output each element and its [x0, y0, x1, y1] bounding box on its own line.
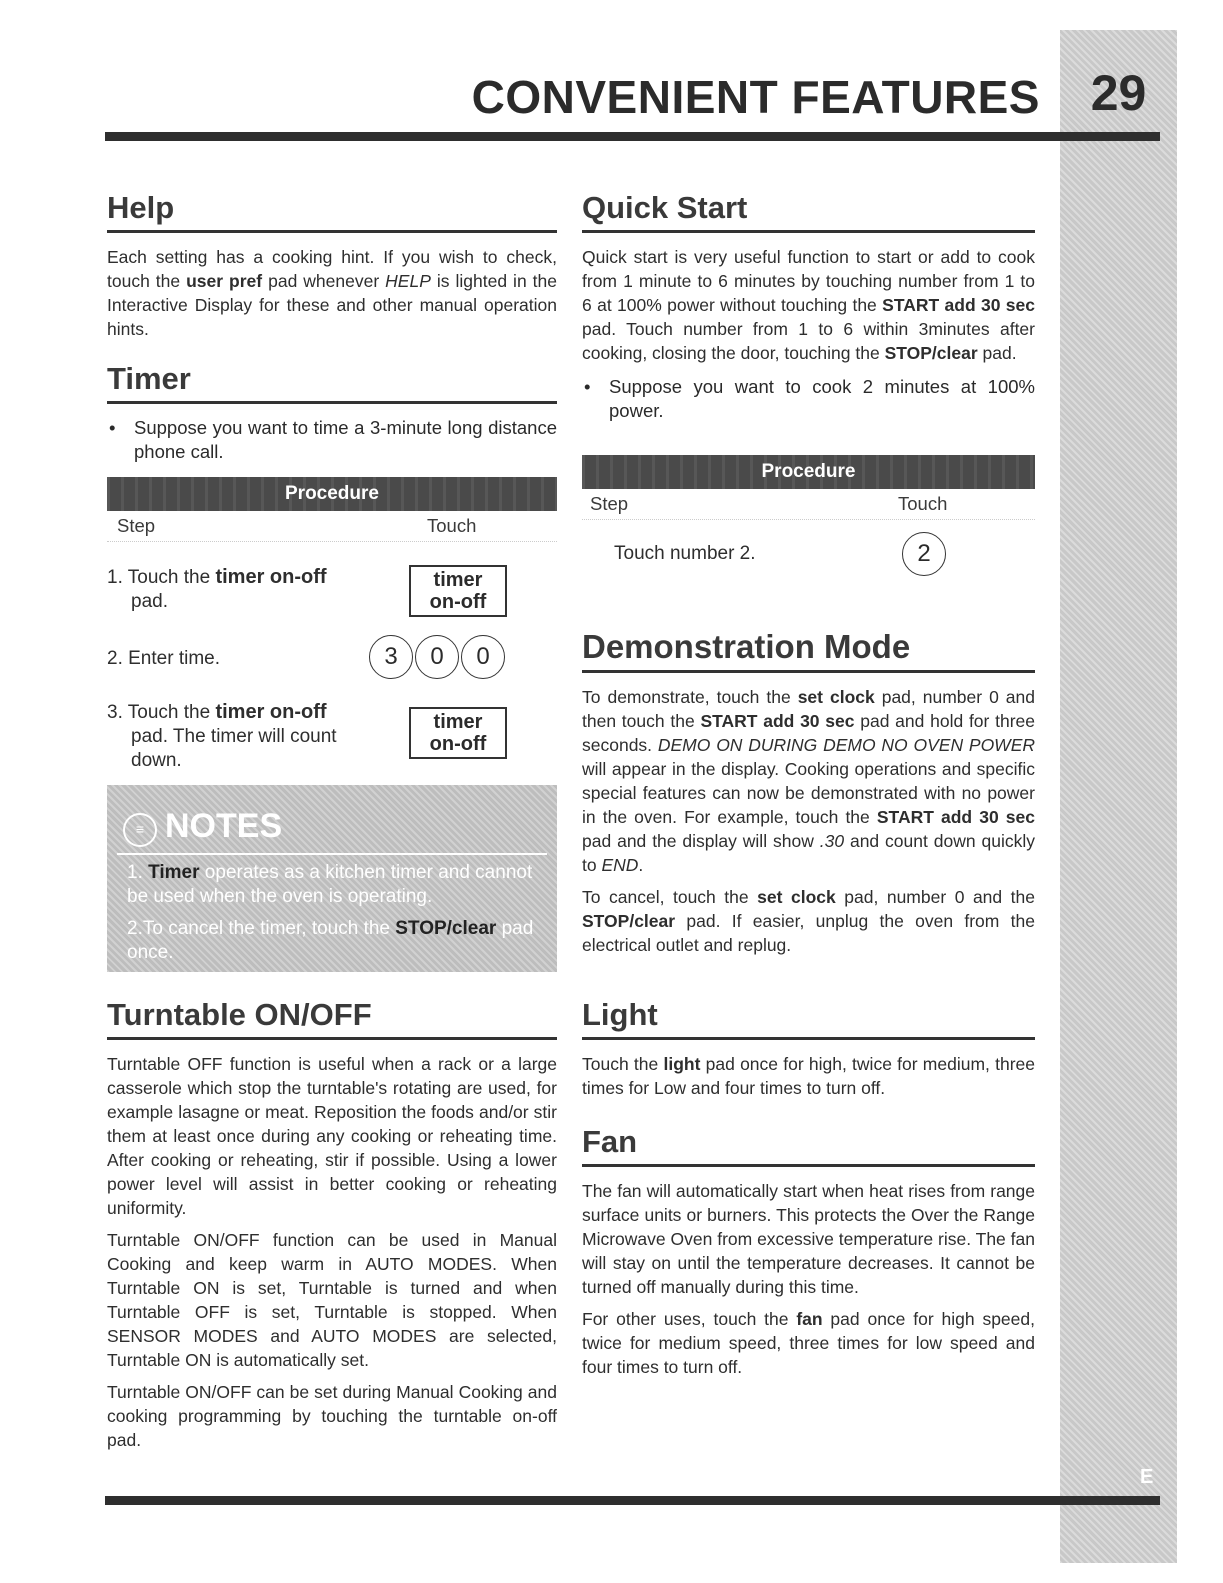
fan-p1: The fan will automatically start when heat rises from range surface units or burners. This protects the Over the Range Microwave Oven from excessive temperature rise. The fan will stay on until the temperature decreases. It cannot be turned off manually during this time. — [582, 1181, 1035, 1297]
turntable-heading: Turntable ON/OFF — [107, 997, 557, 1040]
procedure-bar: Procedure — [107, 477, 557, 511]
note-2: 2.To cancel the timer, touch the STOP/clear pad once. — [127, 918, 534, 963]
turntable-p3: Turntable ON/OFF can be set during Manual Cooking and cooking programming by touching the turntable on-off pad. — [107, 1382, 557, 1450]
quick-start-bullet: • Suppose you want to cook 2 minutes at 100% power. — [582, 375, 1035, 423]
top-rule — [105, 132, 1160, 141]
quick-start-procedure — [582, 455, 1035, 567]
timer-steps: 1. Touch the timer on-off pad. timer on-off 2. Enter time. 3 0 0 3. Touch the timer on-off pad. The timer will count down. timer on-off — [107, 565, 557, 785]
page-title: CONVENIENT FEATURES — [471, 71, 1040, 123]
page-number: 29 — [1090, 65, 1147, 121]
light-text: Touch the light pad once for high, twice for medium, three times for Low and four times to turn off. — [582, 1054, 1036, 1098]
touch-label: Touch — [427, 515, 477, 536]
timer-heading: Timer — [107, 361, 557, 404]
digit-3-button[interactable]: 3 — [369, 635, 413, 679]
notes-icon: ≡ — [123, 813, 157, 847]
turntable-p2: Turntable ON/OFF function can be used in Manual Cooking and keep warm in AUTO MODES. When Turntable ON is set, Turntable is turned and when Turntable OFF is set, Turntable is stopped. When SENSOR MODES and AUTO MODES are selected, Turntable ON is automatically set. — [107, 1230, 557, 1370]
notes-rule — [117, 853, 547, 855]
timer-section — [107, 361, 557, 464]
procedure-bar: Procedure — [582, 455, 1035, 489]
help-text: Each setting has a cooking hint. If you wish to check, touch the user pref pad whenever HELP is lighted in the Interactive Display for these and other manual operation hints. — [107, 247, 557, 339]
step-header — [582, 489, 1035, 520]
fan-heading: Fan — [582, 1124, 1035, 1167]
bottom-rule — [105, 1496, 1160, 1505]
fan-p2: For other uses, touch the fan pad once for high speed, twice for medium speed, three times for low speed and four times to turn off. — [582, 1309, 1035, 1377]
digit-0-button[interactable]: 0 — [415, 635, 459, 679]
step-label: Step — [590, 493, 629, 514]
digit-0-button[interactable]: 0 — [461, 635, 505, 679]
quick-start-text: Quick start is very useful function to start or add to cook from 1 minute to 6 minutes by touching number from 1 to 6 at 100% power without touching the START add 30 sec pad. Touch number from 1 to 6 within 3minutes after cooking, closing the door, touching the STOP/clear pad. — [582, 247, 1035, 363]
turntable-section — [107, 997, 557, 1452]
note-1: 1. Timer operates as a kitchen timer and cannot be used when the oven is operating. — [127, 862, 533, 907]
light-heading: Light — [582, 997, 1035, 1040]
timer-bullet: • Suppose you want to time a 3-minute long distance phone call. — [107, 416, 557, 464]
fan-section — [582, 1124, 1035, 1379]
demo-section — [582, 628, 1035, 957]
timer-on-off-pad[interactable]: timer on-off — [409, 565, 507, 617]
step-label: Step — [117, 515, 156, 536]
digit-2-button[interactable]: 2 — [902, 532, 946, 576]
quick-start-step: Touch number 2. — [614, 543, 756, 564]
side-tab — [1060, 30, 1177, 1563]
step-header — [107, 511, 557, 542]
demo-heading: Demonstration Mode — [582, 628, 1035, 673]
turntable-p1: Turntable OFF function is useful when a rack or a large casserole which stop the turntable's rotating are used, for example lasagne or meat. Reposition the foods and/or stir them at least once during any cooking or reheating time. After cooking or reheating, stir if possible. Using a lower power level will assist in better cooking or reheating uniformity. — [107, 1054, 557, 1218]
notes-box — [107, 785, 557, 972]
light-section — [582, 997, 1035, 1100]
touch-label: Touch — [898, 493, 948, 514]
timer-on-off-pad[interactable]: timer on-off — [409, 707, 507, 759]
quick-start-section — [582, 190, 1035, 423]
language-letter: E — [1140, 1466, 1154, 1488]
notes-heading: NOTES — [165, 807, 283, 845]
quick-start-heading: Quick Start — [582, 190, 1035, 233]
demo-p1: To demonstrate, touch the set clock pad, number 0 and then touch the START add 30 sec pad and hold for three seconds. DEMO ON DURING DEMO NO OVEN POWER will appear in the display. Cooking operations and specific special features can now be demonstrated with no power in the oven. For example, touch the START add 30 sec pad and the display will show .30 and count down quickly to END. — [582, 687, 1036, 875]
demo-p2: To cancel, touch the set clock pad, number 0 and the STOP/clear pad. If easier, unplug the oven from the electrical outlet and replug. — [582, 887, 1035, 955]
help-section — [107, 190, 557, 341]
timer-procedure — [107, 477, 557, 542]
help-heading: Help — [107, 190, 557, 233]
